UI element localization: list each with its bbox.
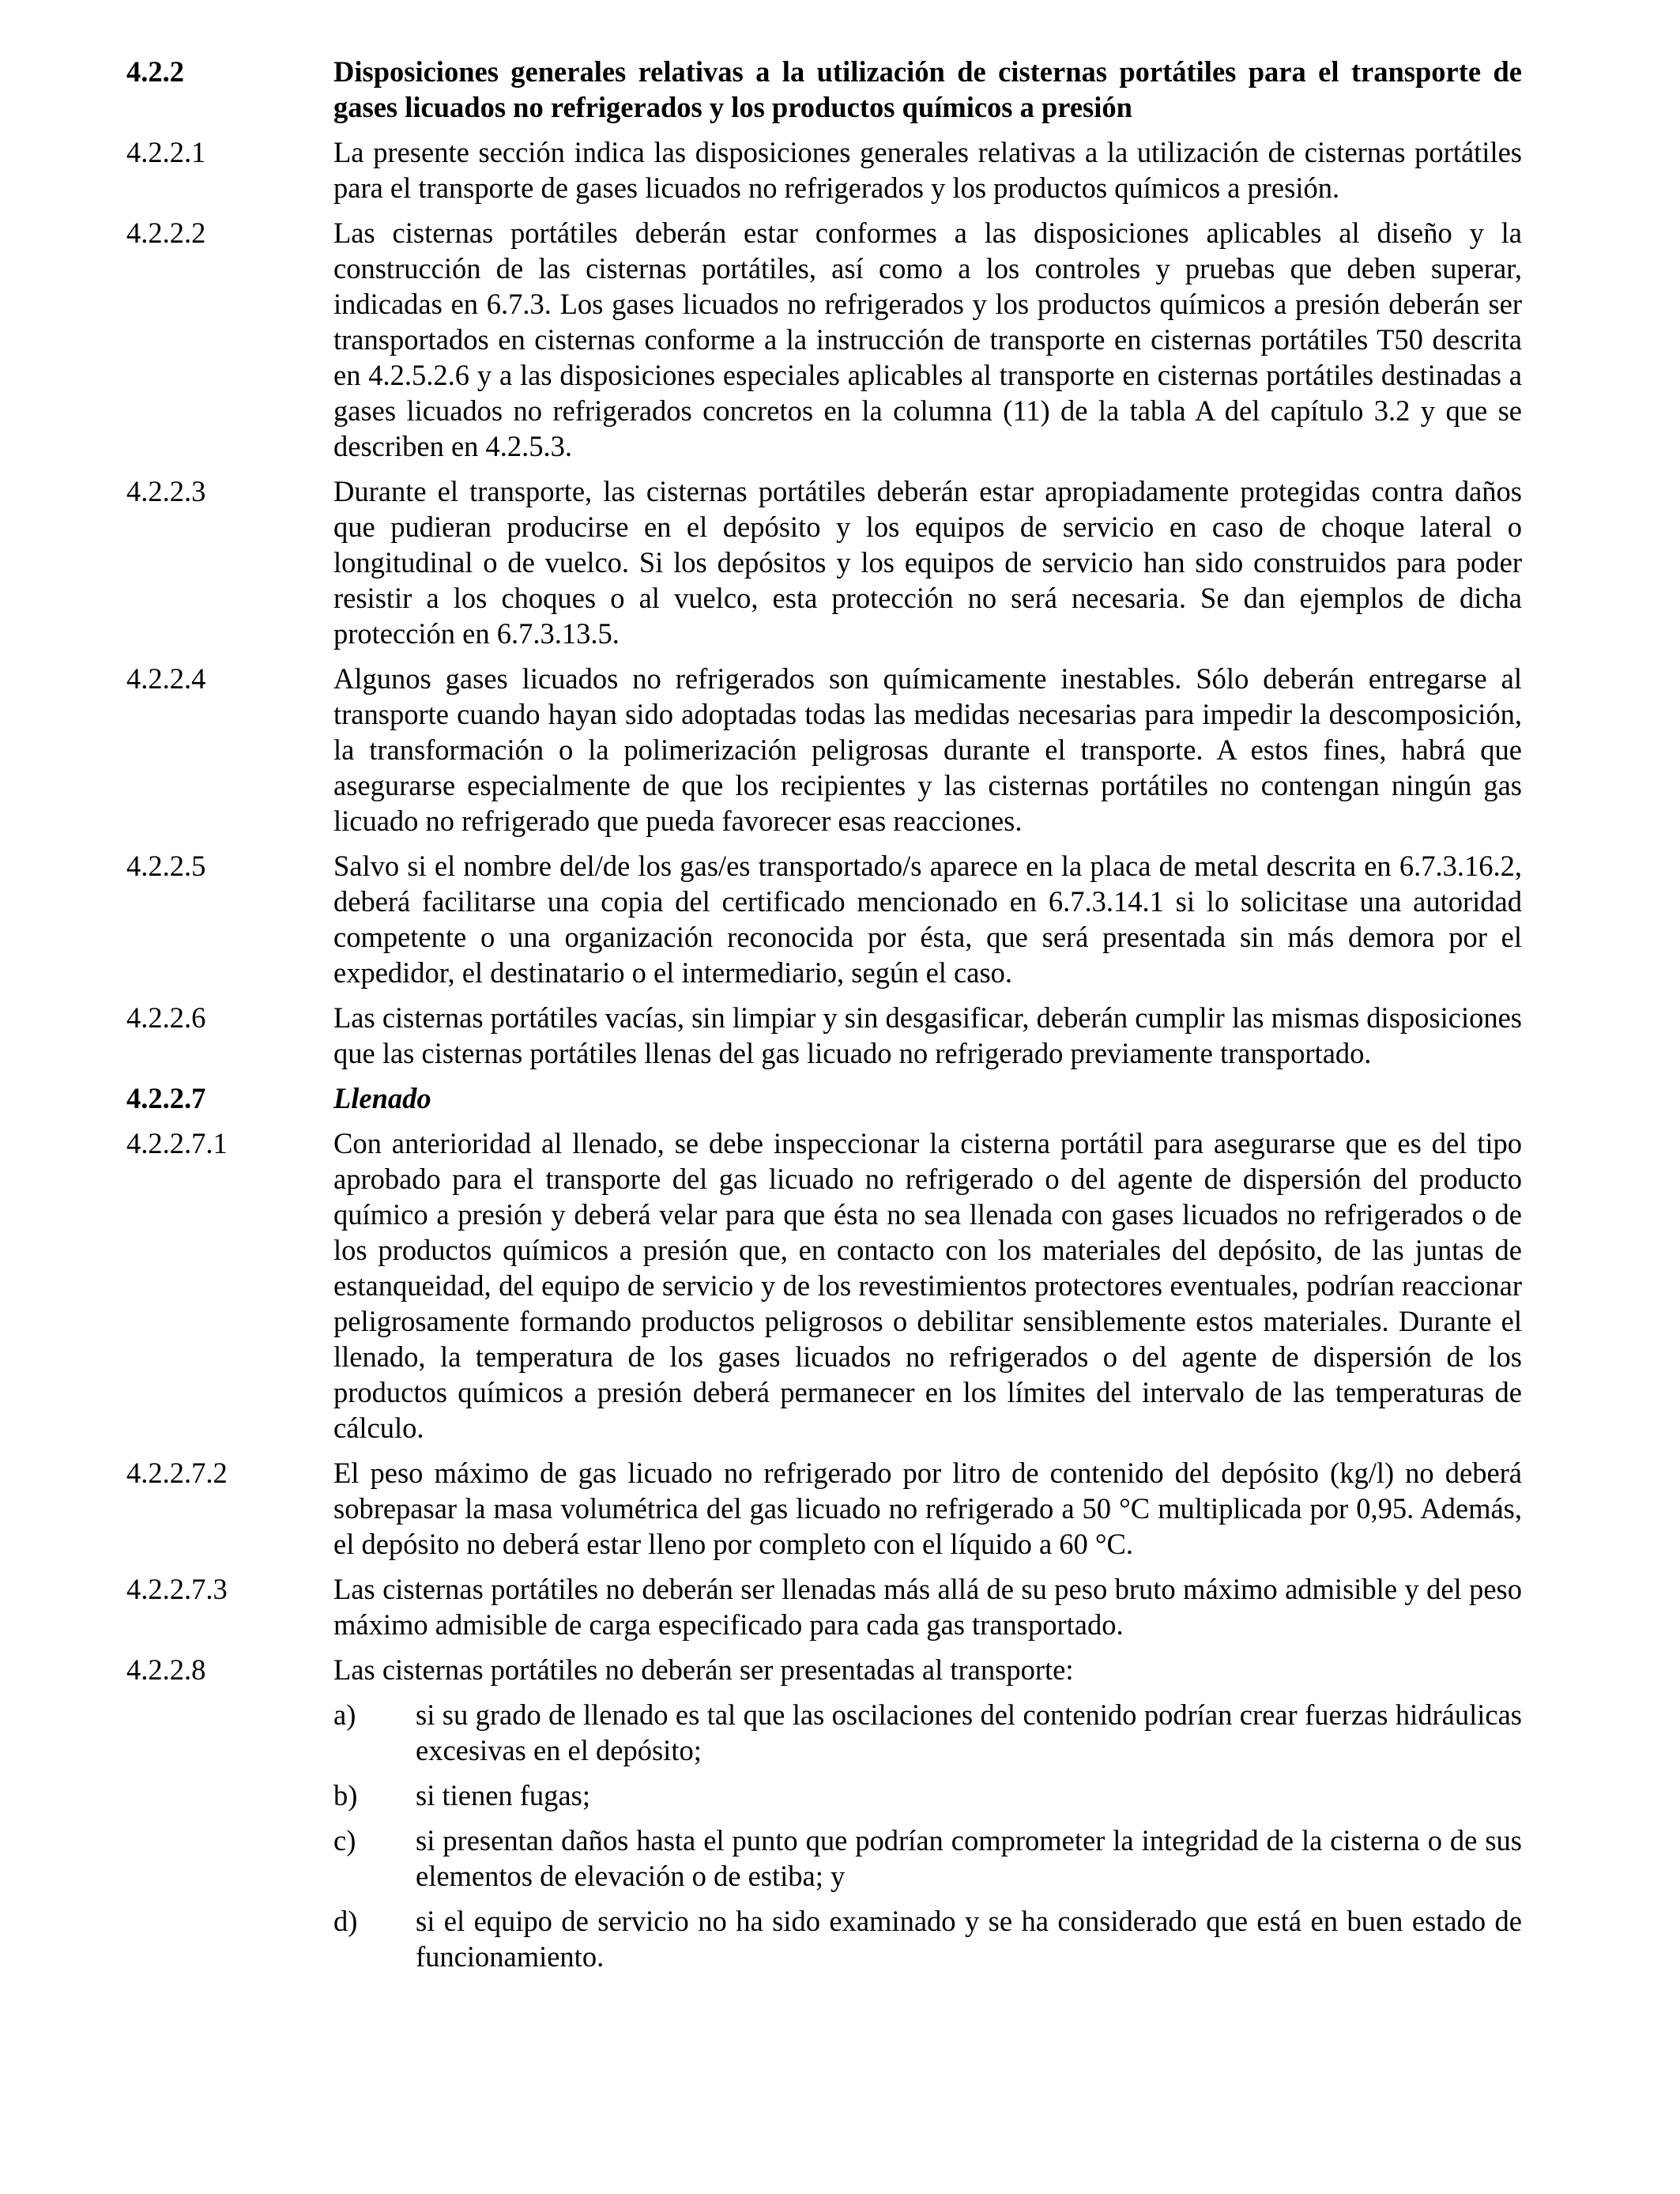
paragraph-number: 4.2.2.5 (126, 850, 206, 882)
paragraph-text: Las cisternas portátiles no deberán ser llenadas más allá de su peso bruto máximo admisible y del peso máximo admisible de carga especificado para cada gas transportado. (333, 1573, 1522, 1641)
list-item-text: si tienen fugas; (416, 1779, 590, 1811)
paragraph (126, 473, 1522, 651)
list-item-letter: a) (333, 1698, 356, 1731)
list-item-text: si presentan daños hasta el punto que podrían comprometer la integridad de la cisterna o de sus elementos de elevación o de estiba; y (416, 1824, 1522, 1892)
list-item (333, 1697, 1522, 1768)
paragraph (126, 134, 1522, 205)
subsection-number: 4.2.2.7 (126, 1082, 206, 1114)
paragraph-number: 4.2.2.2 (126, 217, 206, 249)
list-item (333, 1903, 1522, 1974)
paragraph (126, 1571, 1522, 1642)
subsection-title: Llenado (333, 1082, 431, 1114)
paragraph (126, 1652, 1522, 1687)
section-title: Disposiciones generales relativas a la utilización de cisternas portátiles para el transporte de gases licuados no refrigerados y los productos químicos a presión (333, 55, 1522, 123)
list-item-letter: b) (333, 1779, 358, 1811)
paragraph (126, 1000, 1522, 1071)
paragraph (126, 848, 1522, 990)
section-number: 4.2.2 (126, 55, 184, 88)
list-item-letter: d) (333, 1905, 358, 1937)
list-item (333, 1823, 1522, 1894)
paragraph-text: Durante el transporte, las cisternas portátiles deberán estar apropiadamente protegidas contra daños que pudieran producirse en el depósito y los equipos de servicio en caso de choque lateral o longitudinal o de vuelco. Si los depósitos y los equipos de servicio han sido construidos para poder resistir a los choques o al vuelco, esta protección no será necesaria. Se dan ejemplos de dicha protección en 6.7.3.13.5. (333, 475, 1522, 650)
paragraph (126, 215, 1522, 464)
document-page (126, 54, 1522, 1974)
section-heading (126, 54, 1522, 125)
list-item (333, 1777, 1522, 1813)
paragraph (126, 1125, 1522, 1446)
paragraph-text: La presente sección indica las disposiciones generales relativas a la utilización de cisternas portátiles para el transporte de gases licuados no refrigerados y los productos químicos a presión. (333, 136, 1522, 204)
paragraph-number: 4.2.2.7.2 (126, 1457, 228, 1489)
paragraph-number: 4.2.2.7.3 (126, 1573, 228, 1605)
paragraph-number: 4.2.2.4 (126, 662, 206, 695)
paragraph-number: 4.2.2.1 (126, 136, 206, 168)
subsection-heading (126, 1080, 1522, 1116)
paragraph-text: Las cisternas portátiles deberán estar conformes a las disposiciones aplicables al diseño y la construcción de las cisternas portátiles, así como a los controles y pruebas que deben superar, indicadas en 6.7.3. Los gases licuados no refrigerados y los productos químicos a presión deberán ser transportados en cisternas conforme a la instrucción de transporte en cisternas portátiles T50 descrita en 4.2.5.2.6 y a las disposiciones especiales aplicables al transporte en cisternas portátiles destinadas a gases licuados no refrigerados concretos en la columna (11) de la tabla A del capítulo 3.2 y que se describen en 4.2.5.3. (333, 217, 1522, 462)
paragraph (126, 1455, 1522, 1562)
paragraph-number: 4.2.2.8 (126, 1653, 206, 1686)
paragraph (126, 661, 1522, 839)
paragraph-text: Algunos gases licuados no refrigerados son químicamente inestables. Sólo deberán entregarse al transporte cuando hayan sido adoptadas todas las medidas necesarias para impedir la descomposición, la transformación o la polimerización peligrosas durante el transporte. A estos fines, habrá que asegurarse especialmente de que los recipientes y las cisternas portátiles no contengan ningún gas licuado no refrigerado que pueda favorecer esas reacciones. (333, 662, 1522, 837)
paragraph-text: Con anterioridad al llenado, se debe inspeccionar la cisterna portátil para asegurarse que es del tipo aprobado para el transporte del gas licuado no refrigerado o del agente de dispersión del producto químico a presión y deberá velar para que ésta no sea llenada con gases licuados no refrigerados o de los productos químicos a presión que, en contacto con los materiales del depósito, de las juntas de estanqueidad, del equipo de servicio y de los revestimientos protectores eventuales, podrían reaccionar peligrosamente formando productos peligrosos o debilitar sensiblemente estos materiales. Durante el llenado, la temperatura de los gases licuados no refrigerados o del agente de dispersión de los productos químicos a presión deberá permanecer en los límites del intervalo de las temperaturas de cálculo. (333, 1127, 1522, 1444)
list-item-text: si el equipo de servicio no ha sido examinado y se ha considerado que está en buen estado de funcionamiento. (416, 1905, 1522, 1973)
paragraph-number: 4.2.2.7.1 (126, 1127, 228, 1159)
list-item-letter: c) (333, 1824, 356, 1857)
paragraph-text: Las cisternas portátiles vacías, sin limpiar y sin desgasificar, deberán cumplir las mismas disposiciones que las cisternas portátiles llenas del gas licuado no refrigerado previamente transportado. (333, 1001, 1522, 1069)
paragraph-number: 4.2.2.6 (126, 1001, 206, 1034)
paragraph-text: El peso máximo de gas licuado no refrigerado por litro de contenido del depósito (kg/l) no deberá sobrepasar la masa volumétrica del gas licuado no refrigerado a 50 °C multiplicada por 0,95. Además, el depósito no deberá estar lleno por completo con el líquido a 60 °C. (333, 1457, 1522, 1560)
paragraph-text: Salvo si el nombre del/de los gas/es transportado/s aparece en la placa de metal descrita en 6.7.3.16.2, deberá facilitarse una copia del certificado mencionado en 6.7.3.14.1 si lo solicitase una autoridad competente o una organización reconocida por ésta, que será presentada sin más demora por el expedidor, el destinatario o el intermediario, según el caso. (333, 850, 1522, 989)
paragraph-text: Las cisternas portátiles no deberán ser presentadas al transporte: (333, 1653, 1074, 1686)
paragraph-number: 4.2.2.3 (126, 475, 206, 507)
list-item-text: si su grado de llenado es tal que las oscilaciones del contenido podrían crear fuerzas hidráulicas excesivas en el depósito; (416, 1698, 1522, 1766)
item-list (333, 1697, 1522, 1974)
